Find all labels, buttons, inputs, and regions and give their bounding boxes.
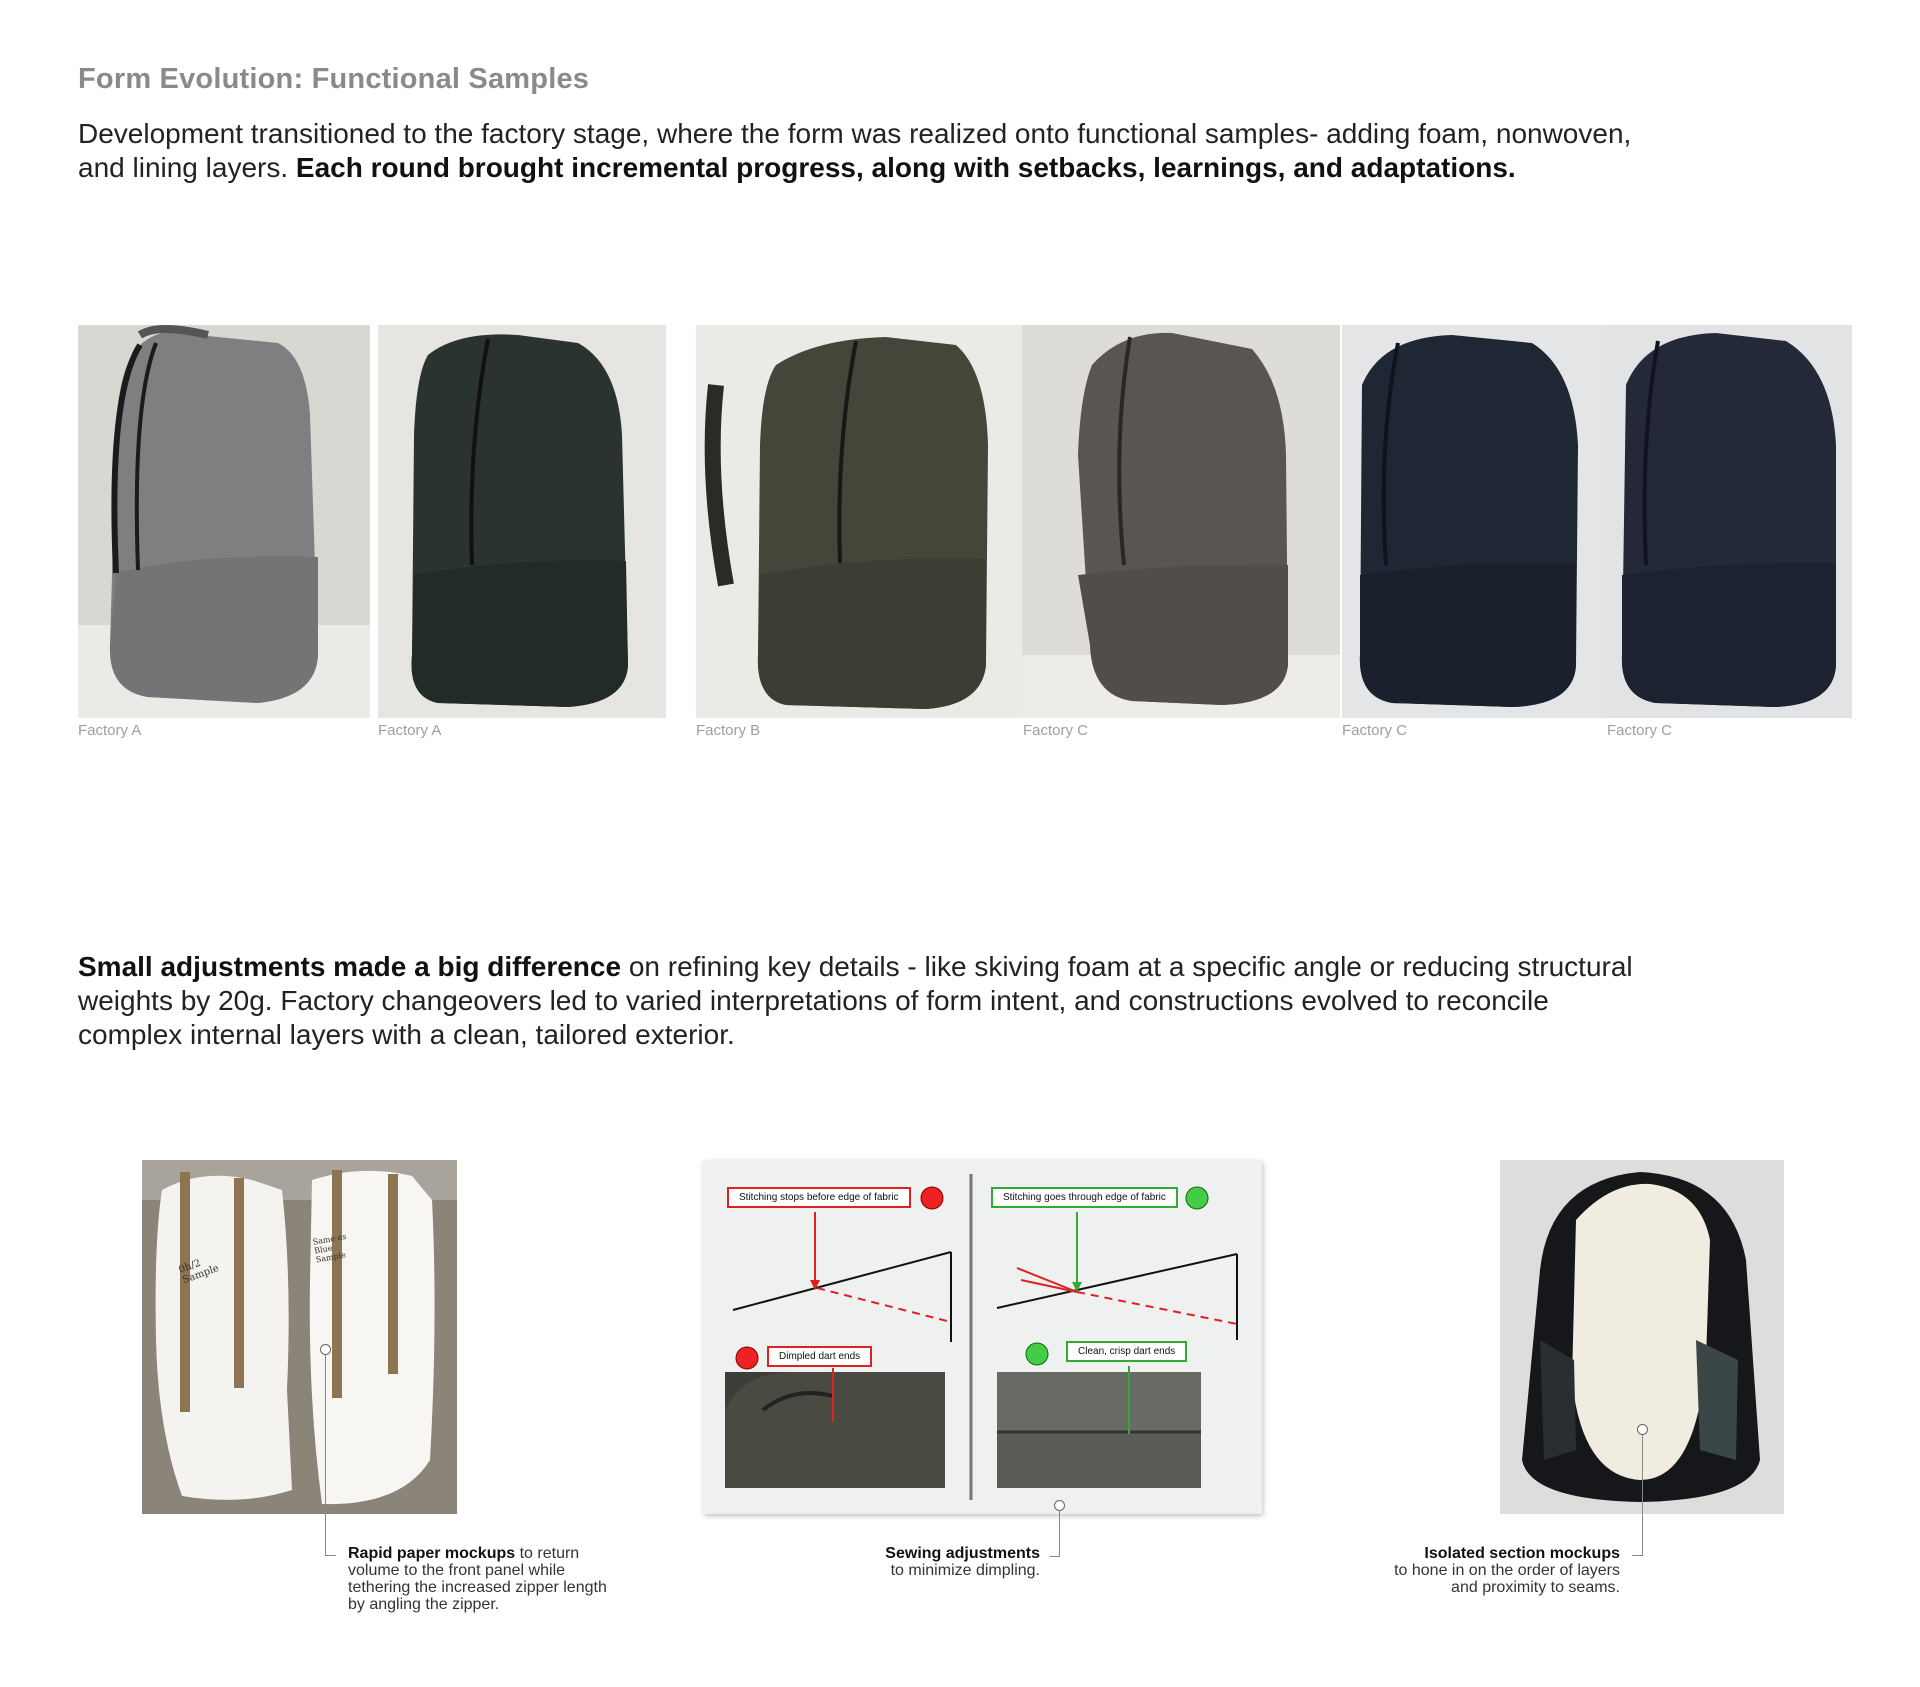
details-paragraph — [78, 950, 1638, 1052]
sample-label-6: Factory C — [1607, 722, 1673, 739]
sample-label-1: Factory A — [78, 722, 142, 739]
sample-photo-6 — [1606, 325, 1852, 718]
sewing-good-result: Clean, crisp dart ends — [1066, 1341, 1187, 1362]
sewing-caption — [820, 1545, 1040, 1579]
sample-photo-2 — [378, 325, 666, 718]
page-title: Form Evolution: Functional Samples — [78, 63, 590, 95]
intro-regular-text: Development transitioned to the factory stage, where the form was realized onto functional samples- adding foam, nonwoven, and lining layers. — [78, 118, 1632, 183]
sewing-callout-dot — [1054, 1500, 1065, 1511]
paper-callout-line — [325, 1355, 336, 1556]
sample-photo-5 — [1342, 325, 1606, 718]
sewing-good-label: Stitching goes through edge of fabric — [991, 1187, 1178, 1208]
sewing-caption-bold: Sewing adjustments — [885, 1545, 1040, 1562]
sample-label-3: Factory B — [696, 722, 761, 739]
sewing-bad-label: Stitching stops before edge of fabric — [727, 1187, 911, 1208]
paper-handwriting-left: 0h/2 Sample — [177, 1257, 221, 1287]
paper-caption-text: to return volume to the front panel while tethering the increased zipper length by angling the zipper. — [348, 1545, 607, 1613]
sample-label-5: Factory C — [1342, 722, 1408, 739]
section-caption-bold: Isolated section mockups — [1424, 1545, 1620, 1562]
details-regular-text: on refining key details - like skiving foam at a specific angle or reducing structural weights by 20g. Factory changeovers led to varied interpretations of form intent, and constructions evolved to reconcile complex internal layers with a clean, tailored exterior. — [78, 951, 1633, 1050]
sample-photo-3 — [696, 325, 1022, 718]
paper-caption-bold: Rapid paper mockups — [348, 1545, 516, 1562]
intro-bold-text: Each round brought incremental progress, along with setbacks, learnings, and adaptations. — [295, 152, 1516, 183]
sample-label-4: Factory C — [1023, 722, 1089, 739]
sewing-diagram-panel — [703, 1160, 1262, 1514]
section-callout-dot — [1637, 1424, 1648, 1435]
sewing-caption-text: to minimize dimpling. — [890, 1562, 1040, 1579]
intro-paragraph — [78, 117, 1638, 185]
sample-label-2: Factory A — [378, 722, 442, 739]
paper-handwriting-right: Same as Blue Sample — [311, 1231, 348, 1265]
sewing-bad-result: Dimpled dart ends — [767, 1346, 872, 1367]
paper-mockup-photo — [142, 1160, 457, 1514]
sewing-callout-line — [1050, 1511, 1060, 1557]
paper-caption — [348, 1545, 628, 1613]
sample-photo-4 — [1022, 325, 1340, 718]
paper-callout-dot — [320, 1344, 331, 1355]
section-callout-line — [1632, 1435, 1643, 1556]
details-bold-text: Small adjustments made a big difference — [78, 951, 622, 982]
sample-photo-1 — [78, 325, 370, 718]
section-caption — [1310, 1545, 1620, 1596]
section-caption-line2: to hone in on the order of layers — [1394, 1562, 1620, 1579]
section-caption-line3: and proximity to seams. — [1451, 1579, 1620, 1596]
